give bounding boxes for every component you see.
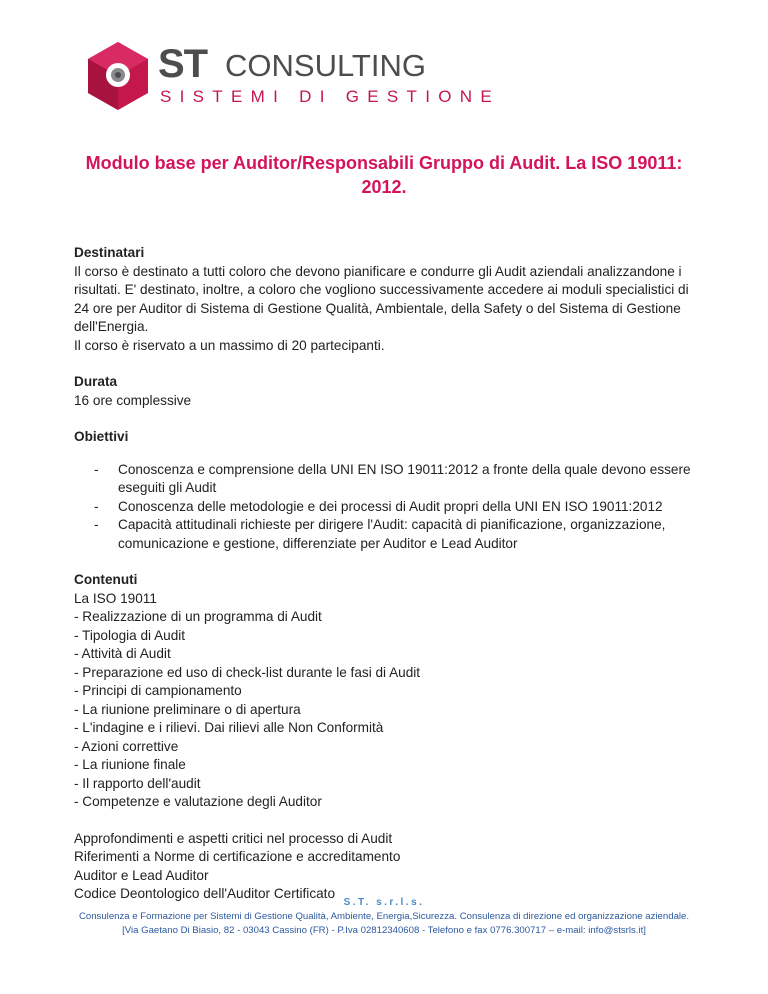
footer-contacts: [Via Gaetano Di Biasio, 82 - 03043 Cassino (FR) - P.Iva 02812340608 - Telefono e fax 0776.300717 – e-mail: info@stsrls.it] <box>122 924 646 936</box>
section-heading-destinatari: Destinatari <box>74 245 145 260</box>
list-item: - La riunione preliminare o di apertura <box>74 701 301 717</box>
obiettivi-list <box>74 461 704 554</box>
contenuti-intro: La ISO 19011 <box>74 590 157 606</box>
extra-line: Auditor e Lead Auditor <box>74 867 209 883</box>
destinatari-text: Il corso è destinato a tutti coloro che devono pianificare e condurre gli Audit aziendali analizzandone i risultati. E' destinato, inoltre, a coloro che vogliono successivamente accedere ai moduli specialistici di 24 ore per Auditor di Sistema di Gestione Qualità, Ambientale, della Safety o del Sistema di Gestione dell'Energia. <box>74 263 689 334</box>
extra-line: Codice Deontologico dell'Auditor Certificato <box>74 886 336 901</box>
document-body <box>74 244 704 904</box>
document-title: Modulo base per Auditor/Responsabili Gruppo di Audit. La ISO 19011: 2012. <box>85 153 683 197</box>
footer-description: Consulenza e Formazione per Sistemi di Gestione Qualità, Ambiente, Energia,Sicurezza. Consulenza di direzione ed organizzazione aziendale. <box>78 911 690 922</box>
hexagon-eye-logo-icon <box>82 40 154 112</box>
list-item: - Conoscenza e comprensione della UNI EN ISO 19011:2012 a fronte della quale devono essere eseguiti gli Audit <box>94 461 691 495</box>
footer-company: S.T. s.r.l.s. <box>343 897 425 908</box>
list-item: - Azioni correttive <box>74 738 179 754</box>
company-logo <box>82 40 501 120</box>
obiettivo-text: Conoscenza e comprensione della UNI EN ISO 19011:2012 a fronte della quale devono essere eseguiti gli Audit <box>118 461 691 495</box>
list-item: - L'indagine e i rilievi. Dai rilievi alle Non Conformità <box>74 720 384 735</box>
logo-tagline: SISTEMI DI GESTIONE <box>160 87 501 106</box>
list-item: - Attività di Audit <box>74 646 171 661</box>
destinatari-note: Il corso è riservato a un massimo di 20 partecipanti. <box>74 337 385 353</box>
list-item: - Il rapporto dell'audit <box>74 775 201 791</box>
obiettivo-text: Conoscenza delle metodologie e dei processi di Audit propri della UNI EN ISO 19011:2012 <box>118 498 663 514</box>
logo-brand-light: CONSULTING <box>225 48 426 83</box>
list-item: - Principi di campionamento <box>74 683 242 698</box>
list-item: - Realizzazione di un programma di Audit <box>74 609 322 624</box>
list-item: - Conoscenza delle metodologie e dei processi di Audit propri della UNI EN ISO 19011:2012 <box>94 498 663 514</box>
list-item: - Capacità attitudinali richieste per dirigere l'Audit: capacità di pianificazione, organizzazione, comunicazione e gestione, differenziate per Auditor e Lead Auditor <box>94 517 666 551</box>
extra-line: Riferimenti a Norme di certificazione e accreditamento <box>74 849 401 864</box>
section-heading-contenuti: Contenuti <box>74 572 138 587</box>
extra-line: Approfondimenti e aspetti critici nel processo di Audit <box>74 830 393 846</box>
section-heading-durata: Durata <box>74 374 118 389</box>
list-item: - Preparazione ed uso di check-list durante le fasi di Audit <box>74 664 421 680</box>
list-item: - Tipologia di Audit <box>74 627 186 643</box>
section-heading-obiettivi: Obiettivi <box>74 429 129 444</box>
list-item: - Competenze e valutazione degli Auditor <box>74 794 322 809</box>
page-footer <box>40 896 728 937</box>
obiettivo-text: Capacità attitudinali richieste per dirigere l'Audit: capacità di pianificazione, organizzazione, comunicazione e gestione, differenziate per Auditor e Lead Auditor <box>118 517 666 551</box>
logo-brand-bold: ST <box>158 42 208 86</box>
durata-text: 16 ore complessive <box>74 392 192 408</box>
list-item: - La riunione finale <box>74 757 186 772</box>
